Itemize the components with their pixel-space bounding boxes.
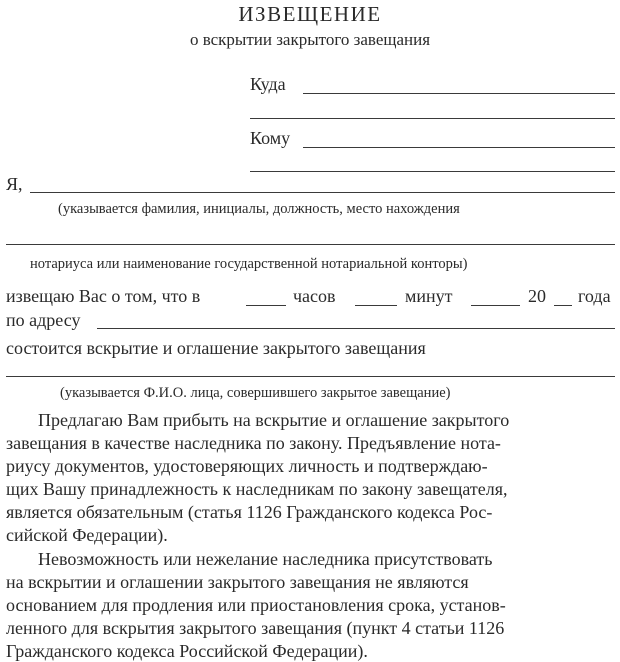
kuda-field[interactable] bbox=[303, 93, 615, 94]
paragraph1-line: щих Вашу принадлежность к наследникам по закону завещателя, bbox=[6, 479, 508, 499]
testator-field[interactable] bbox=[6, 376, 615, 377]
opening-text: состоится вскрытие и оглашение закрытого завещания bbox=[6, 338, 426, 358]
notary-hint-line1: (указывается фамилия, инициалы, должность, место нахождения bbox=[58, 201, 460, 217]
komu-field[interactable] bbox=[303, 147, 615, 148]
year-label: года bbox=[578, 286, 611, 306]
paragraph1-line: завещания в качестве наследника по закону. Предъявление нота- bbox=[6, 433, 501, 453]
notice-text: извещаю Вас о том, что в bbox=[6, 286, 201, 306]
minutes-label: минут bbox=[405, 286, 453, 306]
address-field[interactable] bbox=[97, 328, 615, 329]
ya-label: Я, bbox=[6, 174, 23, 194]
notary-name-field[interactable] bbox=[30, 192, 615, 193]
minutes-field[interactable] bbox=[355, 305, 397, 306]
paragraph1-line: Предлагаю Вам прибыть на вскрытие и оглашение закрытого bbox=[38, 410, 510, 430]
paragraph2-line: ленного для вскрытия закрытого завещания (пункт 4 статьи 1126 bbox=[6, 618, 505, 638]
paragraph2-line: основанием для продления или приостановления срока, установ- bbox=[6, 595, 506, 615]
address-label: по адресу bbox=[6, 310, 81, 330]
paragraph1-line: риусу документов, удостоверяющих личность и подтверждаю- bbox=[6, 456, 488, 476]
testator-hint: (указывается Ф.И.О. лица, совершившего закрытое завещание) bbox=[60, 385, 451, 401]
hours-label: часов bbox=[293, 286, 336, 306]
komu-label: Кому bbox=[250, 128, 291, 148]
komu-field-continuation[interactable] bbox=[250, 171, 615, 172]
hours-field[interactable] bbox=[246, 305, 286, 306]
year-prefix: 20 bbox=[528, 286, 546, 306]
document-subtitle: о вскрытии закрытого завещания bbox=[189, 30, 431, 49]
paragraph2-line: Гражданского кодекса Российской Федерации). bbox=[6, 641, 368, 661]
paragraph2-line: Невозможность или нежелание наследника присутствовать bbox=[38, 549, 493, 569]
paragraph1-line: является обязательным (статья 1126 Гражданского кодекса Рос- bbox=[6, 502, 493, 522]
kuda-field-continuation[interactable] bbox=[250, 118, 615, 119]
day-month-field[interactable] bbox=[471, 305, 520, 306]
notary-office-field[interactable] bbox=[6, 244, 615, 245]
kuda-label: Куда bbox=[250, 74, 286, 94]
notary-hint-line2: нотариуса или наименование государственной нотариальной конторы) bbox=[30, 256, 468, 272]
year-field[interactable] bbox=[554, 305, 572, 306]
paragraph2-line: на вскрытии и оглашении закрытого завещания не являются bbox=[6, 572, 469, 592]
paragraph1-line: сийской Федерации). bbox=[6, 525, 168, 545]
document-title: ИЗВЕЩЕНИЕ bbox=[238, 2, 382, 26]
